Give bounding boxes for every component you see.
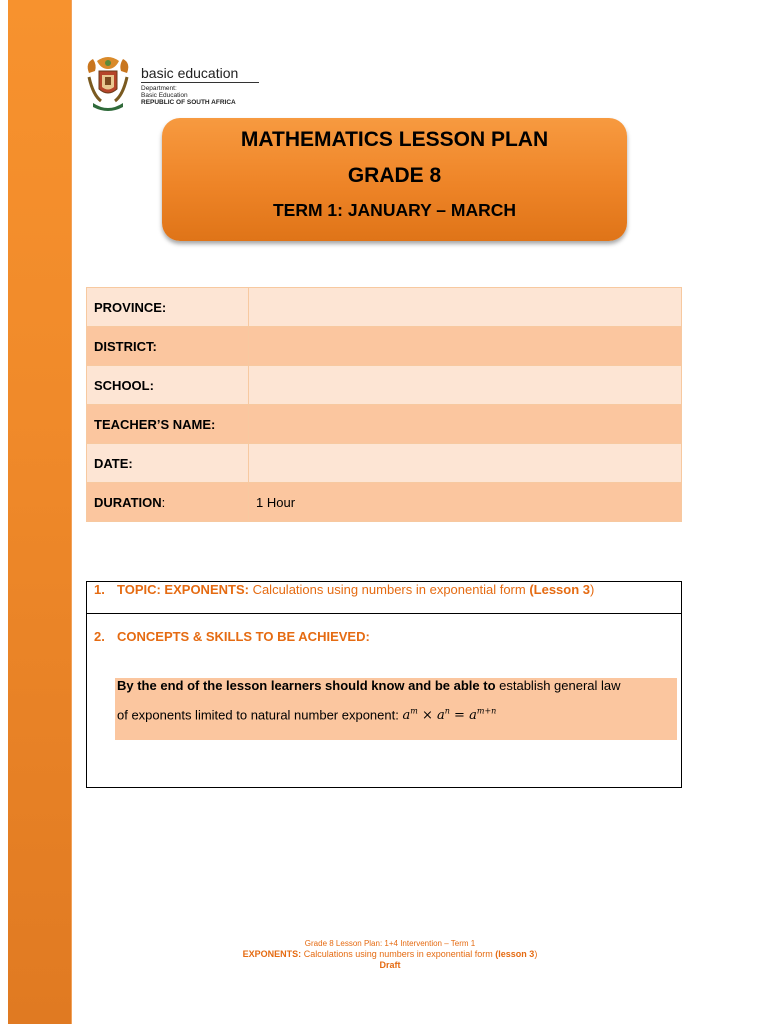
department-logo: [83, 55, 263, 115]
footer-line2: [180, 949, 600, 960]
title-banner: [162, 118, 627, 241]
formula-base: a: [469, 708, 477, 724]
topic-label: TOPIC: EXPONENTS:: [117, 582, 249, 597]
outcome-text1: establish general law: [495, 678, 621, 693]
learning-outcome: [115, 678, 677, 740]
table-row: [87, 288, 682, 327]
footer-text: Calculations using numbers in exponential form: [301, 949, 496, 959]
table-row: [87, 444, 682, 483]
formula-base: a: [437, 708, 445, 724]
province-value[interactable]: [249, 288, 682, 327]
outcome-text2: of exponents limited to natural number exponent:: [117, 707, 403, 723]
duration-label-text: DURATION: [94, 494, 162, 510]
table-row: [87, 405, 682, 444]
formula-equals: =: [449, 708, 470, 724]
dept-line1: Department:: [141, 85, 177, 92]
footer-close: ): [534, 949, 538, 959]
page-footer: [180, 938, 600, 971]
topic-box: [86, 581, 682, 788]
coat-of-arms-icon: [83, 55, 133, 115]
table-row: [87, 483, 682, 522]
duration-label-colon: :: [161, 494, 166, 510]
country-name: REPUBLIC OF SOUTH AFRICA: [141, 99, 236, 106]
concepts-label: CONCEPTS & SKILLS TO BE ACHIEVED:: [117, 629, 370, 644]
footer-line1: Grade 8 Lesson Plan: 1+4 Intervention – Term 1: [304, 939, 476, 948]
formula-exp-m: m: [410, 707, 418, 716]
topic-number: 1.: [94, 582, 105, 597]
footer-draft: [180, 960, 600, 971]
exponent-formula: [402, 708, 496, 723]
district-value[interactable]: [249, 327, 682, 366]
topic-lesson: (Lesson 3: [529, 582, 591, 597]
teacher-name-label: TEACHER’S NAME:: [87, 405, 249, 444]
concepts-number: 2.: [94, 629, 105, 644]
dept-line2: Basic Education: [141, 92, 188, 99]
school-label: SCHOOL:: [87, 366, 249, 405]
grade-title: GRADE 8: [347, 164, 442, 187]
duration-value[interactable]: 1 Hour: [249, 483, 682, 522]
topic-text: Calculations using numbers in exponential form: [248, 582, 530, 597]
draft-label: Draft: [379, 960, 401, 970]
concepts-heading: [94, 629, 370, 644]
school-value[interactable]: [249, 366, 682, 405]
table-row: [87, 327, 682, 366]
province-label: PROVINCE:: [87, 288, 249, 327]
info-table: [86, 287, 682, 522]
topic-close: ): [590, 582, 595, 597]
district-label: DISTRICT:: [87, 327, 249, 366]
term-title: TERM 1: JANUARY – MARCH: [272, 200, 517, 220]
formula-exp-n: n: [444, 707, 450, 716]
duration-label: [87, 483, 249, 522]
brand-name: basic education: [141, 65, 259, 83]
date-label: DATE:: [87, 444, 249, 483]
formula-exp-mn: m+n: [476, 707, 497, 716]
table-row: [87, 366, 682, 405]
outcome-bold: By the end of the lesson learners should know and be able to: [117, 678, 496, 693]
lesson-plan-title: MATHEMATICS LESSON PLAN: [240, 128, 549, 151]
formula-times: ×: [417, 708, 437, 724]
orange-side-bar: [0, 0, 72, 1024]
footer-bold: EXPONENTS:: [242, 949, 302, 959]
footer-lesson: (lesson 3: [495, 949, 535, 959]
formula-base: a: [402, 708, 411, 724]
teacher-name-value[interactable]: [249, 405, 682, 444]
topic-row: [87, 582, 681, 614]
date-value[interactable]: [249, 444, 682, 483]
